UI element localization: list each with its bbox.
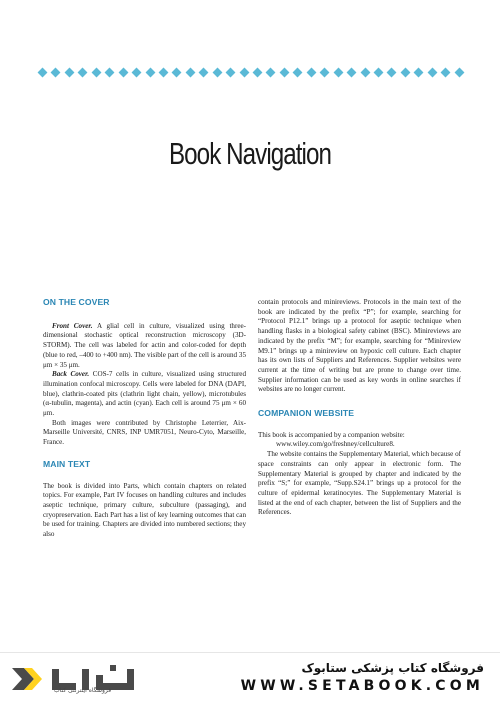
store-url: WWW.SETABOOK.COM bbox=[240, 678, 484, 694]
diamond-ornament bbox=[333, 67, 343, 77]
diamond-ornament bbox=[91, 67, 101, 77]
companion-website-heading: COMPANION WEBSITE bbox=[258, 408, 355, 419]
diamond-ornament bbox=[441, 67, 451, 77]
diamond-ornament bbox=[185, 67, 195, 77]
front-cover-paragraph bbox=[43, 322, 246, 371]
back-cover-text: COS-7 cells in culture, visualized using structured illumination confocal microscopy. Cells were labeled for DNA (DAPI, blue), clathrin-coated pits (clathrin light chain, yellow), microtubules (α-tubulin, magenta), and actin (cyan). Each cell is around 75 μm × 60 μm. bbox=[43, 370, 247, 418]
diamond-ornament bbox=[427, 67, 437, 77]
diamond-ornament bbox=[279, 67, 289, 77]
back-cover-label: Back Cover. bbox=[52, 370, 90, 379]
diamond-ornament bbox=[306, 67, 316, 77]
main-text-heading: MAIN TEXT bbox=[43, 458, 91, 469]
diamond-ornament bbox=[347, 67, 357, 77]
diamond-ornament bbox=[373, 67, 383, 77]
main-text-paragraph-continued: contain protocols and minireviews. Protocols in the main text of the book are indicated by the prefix “P”; for example, searching for “Protocol P12.1” brings up a protocol for aseptic technique when handling flasks in a biological safety cabinet (BSC). Minireviews are indicated by the prefix “M”; for example, searching for “Minireview M9.1” brings up a minireview on hypoxic cell culture. Each chapter has its own lists of Suppliers and References. Supplier websites were current at the time of writing but are prone to change over time. Supplier information can be used as key words in online searches if websites are no longer current. bbox=[258, 298, 461, 394]
diamond-ornament bbox=[158, 67, 168, 77]
front-cover-text: A glial cell in culture, visualized using three-dimensional stochastic optical reconstruction microscopy (3D-STORM). The cell was labeled for actin and color-coded for depth (blue to red, –400 to +400 nm). The visible part of the cell is around 35 μm × 35 μm. bbox=[43, 321, 247, 369]
diamond-ornament bbox=[293, 67, 303, 77]
diamond-ornament bbox=[414, 67, 424, 77]
main-text-paragraph: The book is divided into Parts, which contain chapters on related topics. For example, Part IV focuses on handling cultures and includes aseptic technique, primary culture, subculture (passaging), and cryopreservation. Each Part has a list of key learning outcomes that can be used for training. Chapters are divided into numbered sections; they also bbox=[43, 481, 246, 539]
diamond-ornament bbox=[51, 67, 61, 77]
cover-credit-paragraph: Both images were contributed by Christophe Leterrier, Aix-Marseille Université, CNRS, INP UMR7051, Neuro-Cyto, Marseille, France. bbox=[43, 418, 246, 447]
diamond-ornament bbox=[64, 67, 74, 77]
diamond-ornament bbox=[320, 67, 330, 77]
right-column bbox=[258, 298, 461, 518]
companion-url-link[interactable]: www.wiley.com/go/freshney/cellculture8. bbox=[276, 440, 395, 449]
front-cover-label: Front Cover. bbox=[52, 321, 93, 330]
diamond-ornament bbox=[239, 67, 249, 77]
diamond-ornament bbox=[145, 67, 155, 77]
diamond-ornament bbox=[212, 67, 222, 77]
store-name: فروشگاه کتاب پزشکی ستابوک bbox=[301, 661, 484, 675]
diamond-ornament bbox=[266, 67, 276, 77]
diamond-ornament bbox=[387, 67, 397, 77]
on-the-cover-heading: ON THE COVER bbox=[43, 297, 110, 307]
diamond-ornament bbox=[105, 67, 115, 77]
diamond-ornament bbox=[226, 67, 236, 77]
page-title: Book Navigation bbox=[168, 136, 332, 171]
diamond-ornament bbox=[78, 67, 88, 77]
logo-caption: فروشگاه اینترنتی کتاب bbox=[54, 687, 112, 694]
diamond-ornament bbox=[38, 67, 48, 77]
diamond-ornament bbox=[454, 67, 464, 77]
diamond-ornament bbox=[199, 67, 209, 77]
companion-intro: This book is accompanied by a companion website: bbox=[258, 430, 405, 439]
diamond-ornament bbox=[132, 67, 142, 77]
diamond-ornament bbox=[118, 67, 128, 77]
diamond-ornament bbox=[172, 67, 182, 77]
diamond-ornament bbox=[360, 67, 370, 77]
companion-description: The website contains the Supplementary Material, which because of space constraints can only appear in electronic form. The Supplementary Material is grouped by chapter and indicated by the prefix “S;” for example, “Supp.S24.1” brings up a protocol for the culture of epidermal keratinocytes. The Supplementary Material is listed at the end of each chapter, between the list of Suppliers and the References. bbox=[258, 450, 461, 517]
diamond-ornament bbox=[400, 67, 410, 77]
diamond-ornament bbox=[253, 67, 263, 77]
watermark-footer bbox=[0, 652, 500, 701]
back-cover-paragraph bbox=[43, 370, 246, 419]
left-column bbox=[43, 298, 246, 540]
decorative-diamond-border bbox=[39, 66, 463, 78]
